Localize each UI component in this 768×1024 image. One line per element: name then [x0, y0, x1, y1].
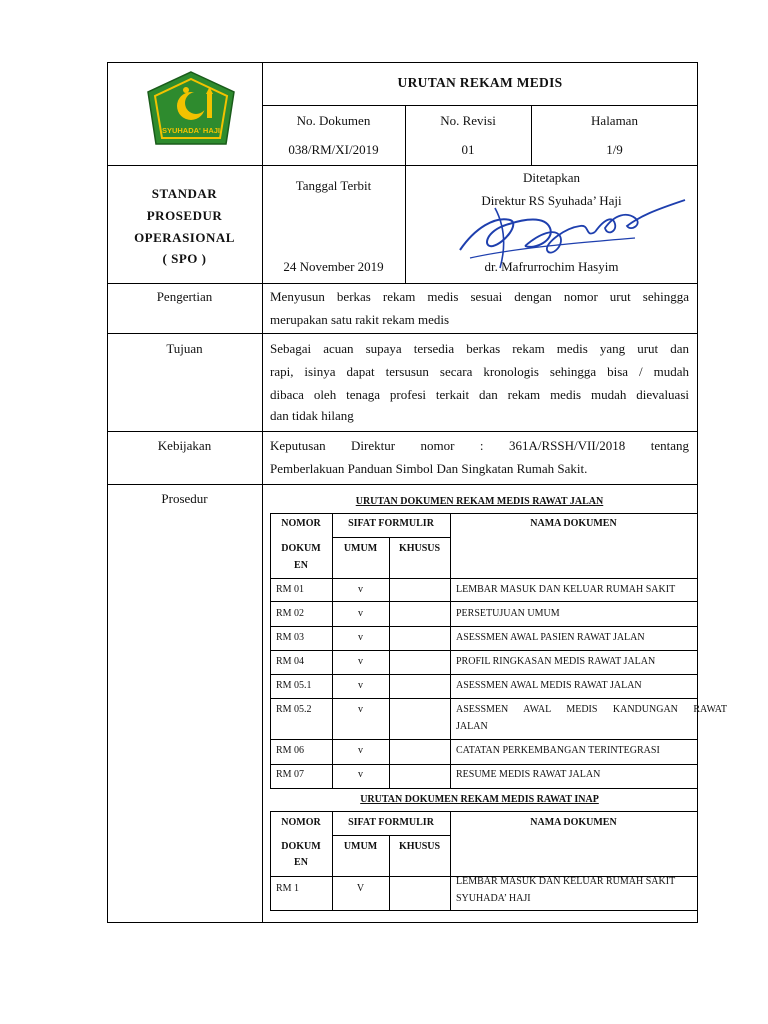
tujuan-label: Tujuan [166, 341, 203, 356]
table-row-no: RM 07 [276, 769, 305, 780]
table-jalan-header-sifat: SIFAT FORMULIR [348, 518, 434, 529]
table-row-nama: ASESSMEN AWAL MEDIS KANDUNGAN RAWAT [456, 704, 727, 715]
spo-line-1: STANDAR [151, 186, 218, 201]
table-row-umum: v [358, 656, 363, 667]
table-jalan-header-nomor: NOMOR [281, 518, 321, 529]
table-row-umum: v [358, 608, 363, 619]
direktur-label: Direktur RS Syuhada’ Haji [481, 193, 622, 208]
table-inap-header-nama: NAMA DOKUMEN [530, 817, 617, 828]
table-row-nama-cont: JALAN [456, 721, 488, 732]
page-title: URUTAN REKAM MEDIS [397, 75, 563, 90]
table-row-umum: v [358, 584, 363, 595]
table-row-no: RM 05.2 [276, 704, 312, 715]
tanggal-terbit-value: 24 November 2019 [283, 259, 384, 274]
table-row-umum: v [358, 632, 363, 643]
direktur-name: dr. Mafrurrochim Hasyim [484, 259, 619, 274]
table-row-nama: LEMBAR MASUK DAN KELUAR RUMAH SAKIT [456, 876, 676, 887]
table-row-nama: PROFIL RINGKASAN MEDIS RAWAT JALAN [456, 656, 656, 667]
table-jalan-title: URUTAN DOKUMEN REKAM MEDIS RAWAT JALAN [355, 496, 604, 507]
spo-line-2: PROSEDUR [146, 208, 223, 223]
table-row-no: RM 02 [276, 608, 305, 619]
table-inap-title: URUTAN DOKUMEN REKAM MEDIS RAWAT INAP [360, 794, 599, 805]
table-inap-header-sifat: SIFAT FORMULIR [348, 817, 434, 828]
spo-line-4: ( SPO ) [162, 251, 207, 266]
tujuan-line-3: dibaca oleh tenaga profesi terkait dan rekam medis mudah dievaluasi [270, 387, 689, 402]
table-row-no: RM 06 [276, 745, 305, 756]
tujuan-line-2: rapi, isinya dapat tersusun secara kronologis sehingga bisa / mudah [270, 364, 689, 379]
table-row-nama: RESUME MEDIS RAWAT JALAN [456, 769, 601, 780]
table-row-nama: LEMBAR MASUK DAN KELUAR RUMAH SAKIT [456, 584, 676, 595]
table-row-no: RM 1 [276, 883, 300, 894]
table-inap-header-dokumen-2: EN [294, 857, 308, 868]
table-jalan-header-umum: UMUM [343, 543, 378, 554]
hospital-logo [146, 70, 236, 150]
table-row-nama: ASESSMEN AWAL MEDIS RAWAT JALAN [456, 680, 642, 691]
kebijakan-line-2: Pemberlakuan Panduan Simbol Dan Singkatan Rumah Sakit. [270, 461, 588, 476]
table-row-nama-cont: SYUHADA’ HAJI [456, 893, 531, 904]
halaman-value: 1/9 [606, 142, 623, 157]
table-row-umum: v [358, 680, 363, 691]
table-row-nama: CATATAN PERKEMBANGAN TERINTEGRASI [456, 745, 660, 756]
kebijakan-label: Kebijakan [157, 438, 212, 453]
table-row-nama: PERSETUJUAN UMUM [456, 608, 560, 619]
table-inap-header-nomor: NOMOR [281, 817, 321, 828]
tanggal-terbit-label: Tanggal Terbit [295, 178, 372, 193]
tujuan-line-4: dan tidak hilang [270, 408, 354, 423]
no-dokumen-label: No. Dokumen [296, 113, 371, 128]
kebijakan-line-1: Keputusan Direktur nomor : 361A/RSSH/VII/2018 tentang [270, 438, 689, 453]
prosedur-label: Prosedur [161, 491, 208, 506]
table-jalan-header-dokumen-2: EN [294, 560, 308, 571]
pengertian-line-1: Menyusun berkas rekam medis sesuai dengan nomor urut sehingga [270, 289, 689, 304]
table-row-umum: v [358, 769, 363, 780]
table-row-umum: v [358, 745, 363, 756]
tujuan-line-1: Sebagai acuan supaya tersedia berkas rekam medis yang urut dan [270, 341, 689, 356]
table-row-umum: v [358, 704, 363, 715]
table-row-umum: V [356, 883, 365, 894]
spo-line-3: OPERASIONAL [134, 230, 235, 245]
table-inap-header-umum: UMUM [343, 841, 378, 852]
ditetapkan-label: Ditetapkan [522, 170, 581, 185]
no-revisi-label: No. Revisi [440, 113, 496, 128]
table-row-no: RM 03 [276, 632, 305, 643]
table-jalan-header-khusus: KHUSUS [398, 543, 441, 554]
table-inap-header-khusus: KHUSUS [398, 841, 441, 852]
no-dokumen-value: 038/RM/XI/2019 [288, 142, 379, 157]
table-row-no: RM 04 [276, 656, 305, 667]
pengertian-line-2: merupakan satu rakit rekam medis [270, 312, 450, 327]
table-row-no: RM 01 [276, 584, 305, 595]
no-revisi-value: 01 [461, 142, 475, 157]
pengertian-label: Pengertian [156, 289, 213, 304]
svg-text:SYUHADA' HAJI: SYUHADA' HAJI [161, 126, 221, 135]
table-row-no: RM 05.1 [276, 680, 312, 691]
table-inap-header-dokumen-1: DOKUM [281, 841, 321, 852]
halaman-label: Halaman [591, 113, 638, 128]
table-jalan-header-dokumen-1: DOKUM [281, 543, 321, 554]
table-jalan-header-nama: NAMA DOKUMEN [530, 518, 617, 529]
table-row-nama: ASESSMEN AWAL PASIEN RAWAT JALAN [456, 632, 645, 643]
